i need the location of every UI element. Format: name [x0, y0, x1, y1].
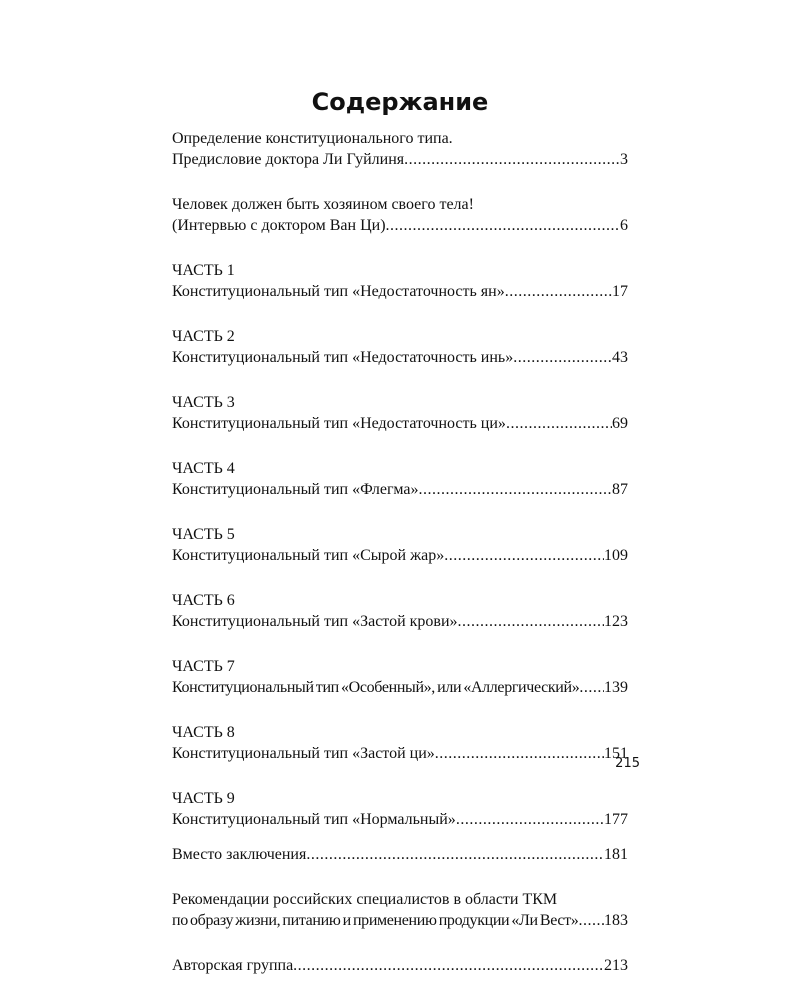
toc-entry-title: Конституциональный тип «Сырой жар» [172, 547, 445, 564]
dot-leader [306, 844, 604, 865]
toc-entry-line [172, 479, 628, 500]
toc-entry-line [172, 545, 628, 566]
toc-entry-title: Вместо заключения [172, 846, 307, 863]
toc-page-number: 69 [612, 415, 628, 432]
toc-entry [172, 392, 628, 434]
dot-leader [435, 743, 604, 764]
part-label: ЧАСТЬ 2 [172, 328, 235, 345]
dot-leader [579, 677, 604, 698]
part-label: ЧАСТЬ 9 [172, 790, 235, 807]
toc-entry-title: Конституциональный тип «Нормальный» [172, 811, 456, 828]
toc-entry-line [172, 743, 628, 764]
toc-entry-line [172, 677, 628, 698]
toc-entry-heading: Определение конституционального типа. [172, 130, 453, 147]
toc-entry-title: (Интервью с доктором Ван Ци) [172, 217, 386, 234]
toc-entry-line [172, 281, 628, 302]
dot-leader [456, 809, 604, 830]
toc-page-number: 17 [612, 283, 628, 300]
toc-entry [172, 722, 628, 764]
dot-leader [578, 910, 604, 931]
toc-entry [172, 128, 628, 170]
toc-page-number: 87 [612, 481, 628, 498]
dot-leader [404, 149, 620, 170]
dot-leader [386, 215, 620, 236]
toc-entry-line [172, 149, 628, 170]
toc-entry-line [172, 844, 628, 865]
toc-entry [172, 844, 628, 865]
dot-leader [506, 413, 612, 434]
toc-entry-line [172, 215, 628, 236]
toc-entry-title: Конституциональный тип «Недостаточность ян» [172, 283, 505, 300]
toc-page-number: 213 [604, 957, 628, 974]
toc-entry [172, 590, 628, 632]
part-label: ЧАСТЬ 3 [172, 394, 235, 411]
part-label: ЧАСТЬ 4 [172, 460, 235, 477]
toc-entry-title: Конституциональный тип «Особенный», или «Аллергический» [172, 679, 580, 696]
toc-entry [172, 326, 628, 368]
toc-entry-line [172, 413, 628, 434]
toc-entry [172, 458, 628, 500]
page-title: Содержание [311, 88, 489, 116]
dot-leader [458, 611, 604, 632]
toc-page-number: 109 [604, 547, 628, 564]
toc-page-number: 139 [604, 679, 628, 696]
toc-entry [172, 656, 628, 698]
toc-page-number: 181 [604, 846, 628, 863]
toc-page-number: 177 [604, 811, 628, 828]
table-of-contents [172, 128, 628, 1000]
toc-entry-title: Конституциональный тип «Недостаточность инь» [172, 349, 514, 366]
toc-entry-line [172, 347, 628, 368]
toc-entry [172, 788, 628, 830]
part-label: ЧАСТЬ 7 [172, 658, 235, 675]
toc-page-number: 123 [604, 613, 628, 630]
toc-entry-title: по образу жизни, питанию и применению продукции «Ли Вест» [172, 912, 579, 929]
toc-entry-line [172, 809, 628, 830]
toc-entry-title: Конституциональный тип «Застой крови» [172, 613, 458, 630]
toc-entry [172, 889, 628, 931]
toc-entry [172, 524, 628, 566]
part-label: ЧАСТЬ 1 [172, 262, 235, 279]
toc-entry-title: Конституциональный тип «Застой ци» [172, 745, 435, 762]
dot-leader [418, 479, 612, 500]
toc-entry-line [172, 910, 628, 931]
toc-entry [172, 194, 628, 236]
dot-leader [505, 281, 612, 302]
toc-entry-heading: Рекомендации российских специалистов в области ТКМ [172, 891, 558, 908]
page-number: 215 [615, 756, 640, 771]
part-label: ЧАСТЬ 8 [172, 724, 235, 741]
toc-page-number: 3 [620, 151, 628, 168]
toc-entry-heading: Человек должен быть хозяином своего тела! [172, 196, 474, 213]
toc-entry-title: Конституциональный тип «Флегма» [172, 481, 419, 498]
toc-entry-title: Предисловие доктора Ли Гуйлиня [172, 151, 405, 168]
toc-entry-line [172, 611, 628, 632]
dot-leader [444, 545, 604, 566]
toc-entry [172, 260, 628, 302]
toc-page-number: 43 [612, 349, 628, 366]
toc-page-number: 151 [604, 745, 628, 762]
toc-entry-line [172, 955, 628, 976]
toc-entry-title: Конституциональный тип «Недостаточность ци» [172, 415, 506, 432]
toc-entry [172, 955, 628, 976]
dot-leader [513, 347, 612, 368]
toc-entry-title: Авторская группа [172, 957, 294, 974]
toc-page-number: 183 [604, 912, 628, 929]
toc-page-number: 6 [620, 217, 628, 234]
part-label: ЧАСТЬ 5 [172, 526, 235, 543]
dot-leader [293, 955, 604, 976]
part-label: ЧАСТЬ 6 [172, 592, 235, 609]
